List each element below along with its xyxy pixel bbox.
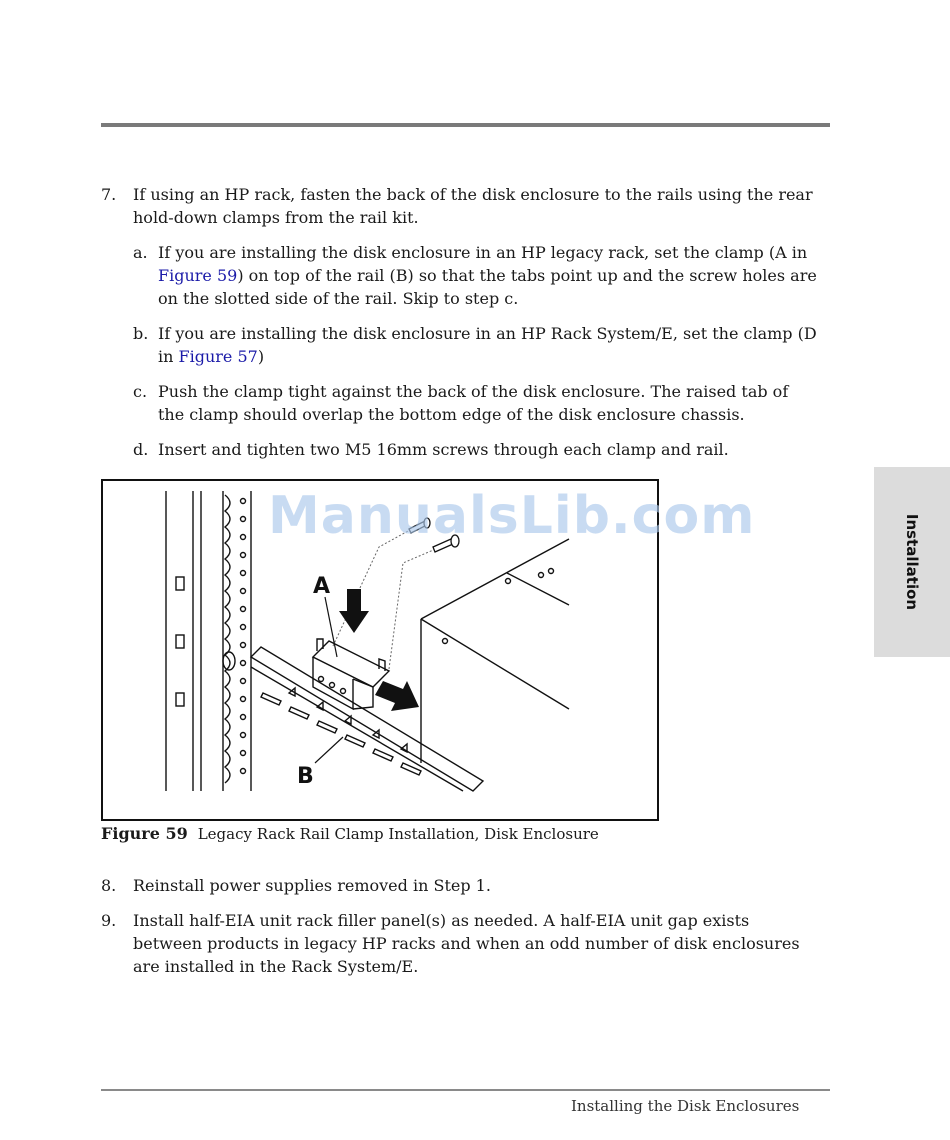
substep-text: If you are installing the disk enclosure in an HP legacy rack, set the clamp (A in Figure 59) on top of the rail (B) so that the tabs point up and the screw holes are on the slotted side of the rail. Skip to step c. [158,243,817,308]
figure-title: Legacy Rack Rail Clamp Installation, Disk Enclosure [197,825,599,843]
step-text: Install half-EIA unit rack filler panel(s) as needed. A half-EIA unit gap exists between products in legacy HP racks and when an odd number of disk enclosures are installed in the Rack System/E. [133,911,800,976]
callout-b: B [297,764,314,789]
step-text: If using an HP rack, fasten the back of the disk enclosure to the rails using the rear hold-down clamps from the rail kit. [133,185,813,227]
substep-label: c. [133,382,148,401]
step-number: 8. [101,876,117,895]
figure-number: Figure 59 [101,824,188,843]
footer-rule [101,1089,830,1091]
figure-link[interactable]: Figure 59 [158,266,238,285]
header-rule [101,123,830,127]
section-tab[interactable] [874,467,950,657]
watermark: ManualsLib.com [268,486,756,546]
substep-label: b. [133,324,149,343]
step-number: 7. [101,185,117,204]
substep-text: Push the clamp tight against the back of the disk enclosure. The raised tab of the clamp should overlap the bottom edge of the disk enclosure chassis. [158,382,789,424]
section-tab-label: Installation [903,513,921,611]
figure-link[interactable]: Figure 57 [178,347,258,366]
page-footer: Installing the Disk Enclosures [571,1097,800,1115]
substep-label: d. [133,440,149,459]
step-text: Reinstall power supplies removed in Step 1. [133,876,491,895]
callout-a: A [313,574,331,599]
substep-label: a. [133,243,148,262]
substep-text: If you are installing the disk enclosure in an HP Rack System/E, set the clamp (D in Figure 57) [158,324,817,366]
step-number: 9. [101,911,117,930]
substep-text: Insert and tighten two M5 16mm screws through each clamp and rail. [158,440,729,459]
figure-caption [101,824,599,843]
